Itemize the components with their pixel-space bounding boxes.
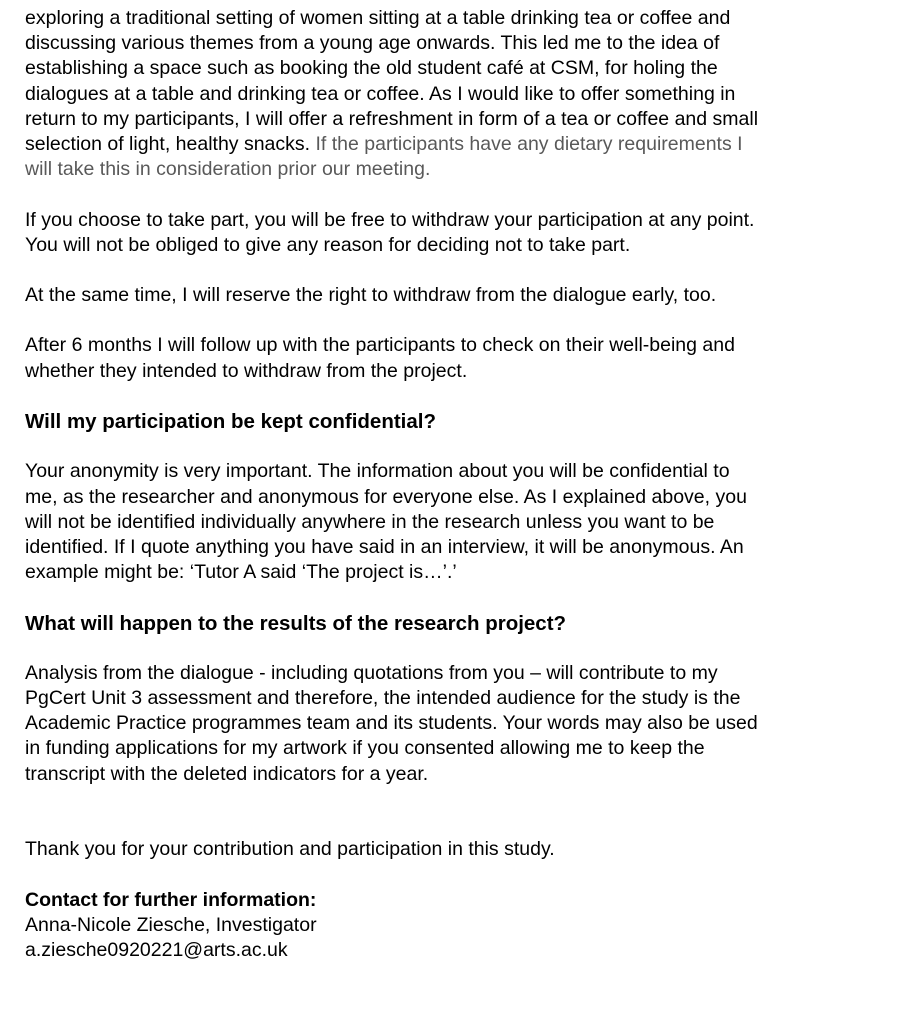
contact-email[interactable]: a.ziesche0920221@arts.ac.uk [25, 938, 288, 961]
dietary-note: If the participants have any dietary requirements I [315, 132, 743, 155]
text-line: Academic Practice programmes team and its students. Your words may also be used [25, 712, 758, 735]
text-line: will not be identified individually anywhere in the research unless you want to be [25, 510, 715, 533]
dietary-note-line: will take this in consideration prior our meeting. [25, 158, 431, 181]
text-line: Analysis from the dialogue - including quotations from you – will contribute to my [25, 661, 718, 684]
text-segment: selection of light, healthy snacks. [25, 132, 316, 155]
results-heading: What will happen to the results of the research project? [25, 611, 567, 635]
text-line: dialogues at a table and drinking tea or coffee. As I would like to offer something in [25, 82, 736, 105]
intro-paragraph [25, 6, 905, 182]
contact-block [25, 888, 905, 964]
followup-paragraph [25, 333, 905, 383]
text-line: in funding applications for my artwork if you consented allowing me to keep the [25, 737, 705, 760]
confidential-paragraph [25, 459, 905, 585]
text-line: establishing a space such as booking the old student café at CSM, for holing the [25, 57, 718, 80]
text-line: At the same time, I will reserve the right to withdraw from the dialogue early, too. [25, 284, 717, 307]
text-line: You will not be obliged to give any reason for deciding not to take part. [25, 233, 631, 256]
contact-title: Contact for further information: [25, 888, 317, 911]
text-line: exploring a traditional setting of women sitting at a table drinking tea or coffee and [25, 7, 731, 29]
results-paragraph [25, 661, 905, 787]
reserve-paragraph [25, 283, 905, 308]
text-line: Your anonymity is very important. The information about you will be confidential to [25, 460, 730, 483]
text-line: example might be: ‘Tutor A said ‘The project is…’.’ [25, 561, 457, 584]
document-page [25, 6, 905, 963]
text-line: discussing various themes from a young age onwards. This led me to the idea of [25, 32, 720, 55]
text-line: transcript with the deleted indicators for a year. [25, 762, 429, 785]
text-line: After 6 months I will follow up with the participants to check on their well-being and [25, 334, 735, 357]
text-line: me, as the researcher and anonymous for everyone else. As I explained above, you [25, 485, 747, 508]
confidential-heading: Will my participation be kept confidential? [25, 410, 437, 433]
text-line: PgCert Unit 3 assessment and therefore, the intended audience for the study is the [25, 687, 741, 710]
thanks-text: Thank you for your contribution and participation in this study. [25, 838, 555, 861]
text-line: If you choose to take part, you will be free to withdraw your participation at any point. [25, 208, 755, 231]
withdraw-paragraph [25, 208, 905, 258]
text-line: return to my participants, I will offer a refreshment in form of a tea or coffee and small [25, 107, 759, 130]
contact-name: Anna-Nicole Ziesche, Investigator [25, 913, 317, 936]
text-line: identified. If I quote anything you have said in an interview, it will be anonymous. An [25, 535, 744, 558]
text-line [25, 132, 905, 157]
text-line: whether they intended to withdraw from the project. [25, 359, 468, 382]
